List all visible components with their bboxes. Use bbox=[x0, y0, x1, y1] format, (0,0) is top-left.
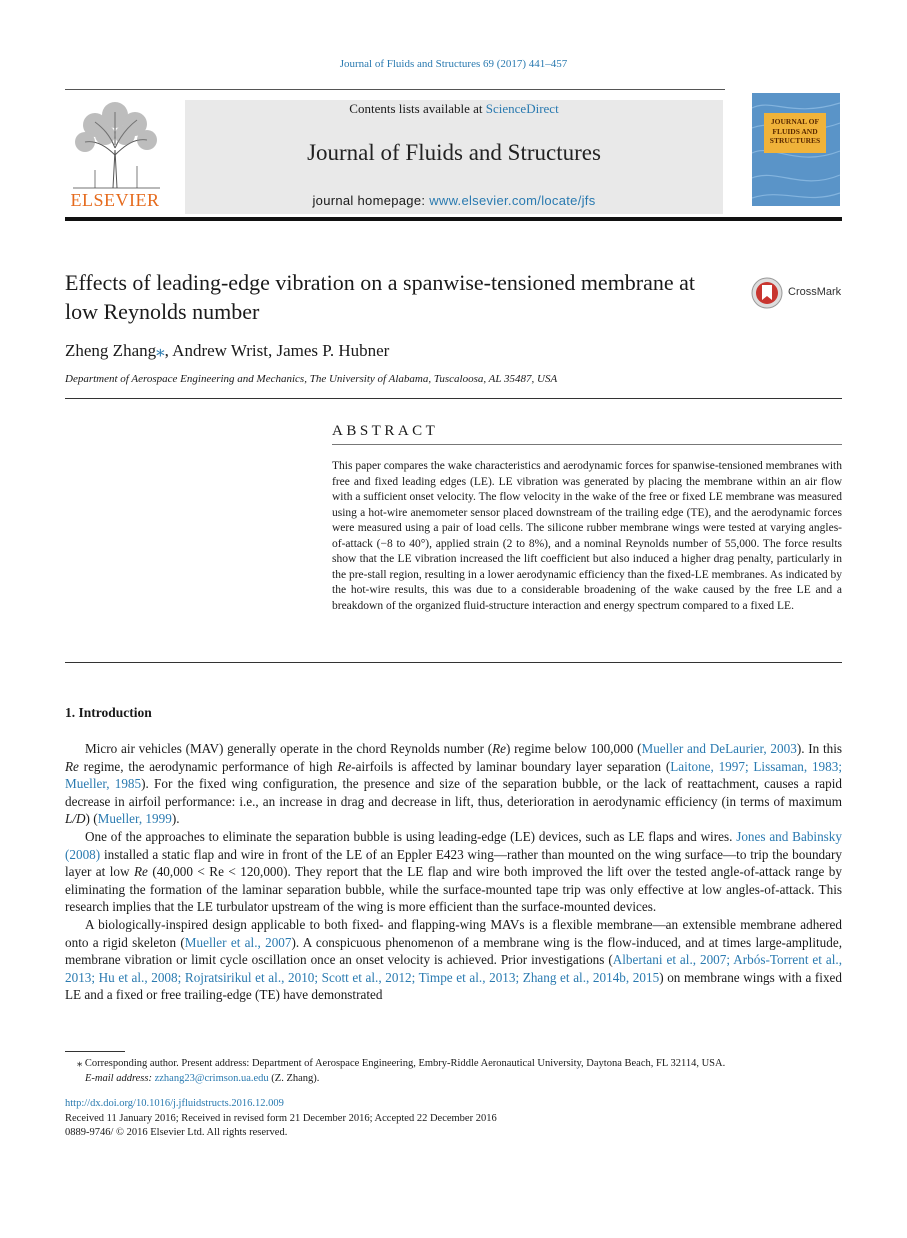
affiliation: Department of Aerospace Engineering and Mechanics, The University of Alabama, Tuscaloosa, AL 35487, USA bbox=[65, 373, 558, 385]
corresponding-author-mark[interactable]: ⁎ bbox=[156, 341, 165, 360]
homepage-link[interactable]: www.elsevier.com/locate/jfs bbox=[429, 193, 596, 208]
citation-link[interactable]: Mueller et al., 2007 bbox=[184, 934, 292, 950]
citation-link[interactable]: Jones and Babinsky (2008) bbox=[65, 828, 842, 862]
cover-title: JOURNAL OF FLUIDS AND STRUCTURES bbox=[769, 117, 821, 145]
introduction-body bbox=[65, 740, 842, 1004]
elsevier-wordmark: ELSEVIER bbox=[70, 190, 160, 210]
article-footer bbox=[65, 1097, 842, 1141]
journal-title: Journal of Fluids and Structures bbox=[307, 140, 601, 165]
contents-prefix: Contents lists available at bbox=[349, 101, 486, 116]
author-list bbox=[65, 341, 389, 361]
paragraph-3: A biologically-inspired design applicable to both fixed- and flapping-wing MAVs is a flexible membrane—an extensible membrane adhered onto a rigid skeleton (Mueller et al., 2007). A conspicuous phenomenon of a membrane wing is the flow-induced, and at times large-amplitude, membrane vibration or limit cycle oscillation once an onset velocity is achieved. Prior investigations (Albertani et al., 2007; Arbós-Torrent et al., 2013; Hu et al., 2008; Rojratsirikul et al., 2010; Scott et al., 2012; Timpe et al., 2013; Zhang et al., 2014b, 2015) on membrane wings with a fixed LE and a fixed or free trailing-edge (TE) have demonstrated bbox=[65, 916, 843, 1003]
journal-citation-link[interactable]: Journal of Fluids and Structures 69 (2017) 441–457 bbox=[339, 58, 568, 70]
authors-rest: , Andrew Wrist, James P. Hubner bbox=[164, 341, 390, 360]
sciencedirect-link[interactable]: ScienceDirect bbox=[485, 101, 559, 116]
journal-cover-thumbnail[interactable] bbox=[752, 93, 840, 206]
crossmark-icon bbox=[750, 276, 784, 310]
crossmark-label: CrossMark bbox=[788, 286, 842, 298]
journal-homepage-line bbox=[185, 193, 723, 208]
paragraph-1: Micro air vehicles (MAV) generally operate in the chord Reynolds number (Re) regime below 100,000 (Mueller and DeLaurier, 2003). In this Re regime, the aerodynamic performance of high Re-airfoils is affected by laminar boundary layer separation (Laitone, 1997; Lissaman, 1983; Mueller, 1985). For the fixed wing configuration, the presence and size of the separation bubble, or the lack of reattachment, causes a rapid decrease in airfoil performance: i.e., an increase in drag and decrease in lift, thus, deterioration in aerodynamic efficiency (in terms of maximum L/D) (Mueller, 1999). bbox=[65, 741, 843, 827]
footnote: ⁎ Corresponding author. Present address: Department of Aerospace Engineering, Embry-Riddle Aeronautical University, Daytona Beach, FL 32114, USA. E-mail address: zzhang23@crimson.ua.edu (Z. Zhang). bbox=[77, 1058, 726, 1084]
homepage-prefix: journal homepage: bbox=[312, 193, 430, 208]
header-top-rule bbox=[65, 89, 725, 90]
citation-link[interactable]: Mueller and DeLaurier, 2003 bbox=[641, 741, 797, 756]
section-heading-introduction: 1. Introduction bbox=[65, 705, 152, 720]
email-link[interactable]: zzhang23@crimson.ua.edu bbox=[154, 1073, 269, 1084]
footnote-rule bbox=[65, 1051, 125, 1052]
abstract-text: This paper compares the wake characteristics and aerodynamic forces for spanwise-tensioned membranes with free and fixed leading edges (LE). LE vibration was generated by placing the membrane within an air flow with a sufficient onset velocity. The flow velocity in the wake of the free or fixed LE membrane was measured using a hot-wire anemometer sensor placed downstream of the trailing edge (TE), and the aerodynamic forces were measured using a pair of load cells. The silicone rubber membrane wings were tested at varying angles-of-attack (−8 to 40°), applied strain (2 to 8%), and a nominal Reynolds number of 55,000. The force results show that the LE vibration increased the lift coefficient but also induced a higher drag penalty, particularly in the pre-stall region, resulting in a lower aerodynamic efficiency than the fixed-LE membranes. As indicated by the hot-wire results, this was due to a considerable broadening of the wake caused by the free LE and a breakdown of the organized fluid-structure interaction and energy spectrum compared to a fixed LE. bbox=[332, 460, 842, 612]
divider-below-abstract bbox=[65, 662, 842, 663]
citation-link[interactable]: Mueller, 1999 bbox=[97, 811, 172, 827]
contents-line bbox=[185, 101, 723, 117]
abstract-heading: ABSTRACT bbox=[332, 423, 439, 439]
citation-link[interactable]: Laitone, 1997; Lissaman, 1983; Mueller, 1985 bbox=[65, 758, 842, 792]
author-zheng-zhang: Zheng Zhang bbox=[65, 341, 157, 360]
copyright-line: 0889-9746/ © 2016 Elsevier Ltd. All rights reserved. bbox=[65, 1127, 288, 1138]
received-dates: Received 11 January 2016; Received in revised form 21 December 2016; Accepted 22 December 2016 bbox=[65, 1112, 497, 1124]
citation-link[interactable]: Albertani et al., 2007; Arbós-Torrent et al., 2013; Hu et al., 2008; Rojratsirikul et al., 2010; Scott et al., 2012; Timpe et al., 2013; Zhang et al., 2014b, 2015 bbox=[65, 952, 842, 985]
crossmark-badge[interactable] bbox=[750, 276, 850, 310]
doi-link[interactable]: http://dx.doi.org/10.1016/j.jfluidstructs.2016.12.009 bbox=[65, 1098, 284, 1109]
divider-above-abstract bbox=[65, 398, 842, 399]
paragraph-2: One of the approaches to eliminate the separation bubble is using leading-edge (LE) devices, such as LE flaps and wires. Jones and Babinsky (2008) installed a static flap and wire in front of the LE of an Eppler E423 wing—rather than mounted on the wing surface—to trip the boundary layer at low Re (40,000 < Re < 120,000). They report that the LE flap and wire both improved the lift over the tested angle-of-attack range by eliminating the formation of the laminar separation bubble, while the surface-mounted tape trip was only effective at low angles-of-attack. This research implies that the LE turbulator upstream of the wing is more efficient than the surface-mounted devices. bbox=[65, 828, 842, 915]
header-bottom-rule bbox=[65, 217, 842, 221]
abstract-heading-rule bbox=[332, 444, 842, 445]
article-title: Effects of leading-edge vibration on a spanwise-tensioned membrane at low Reynolds number bbox=[65, 270, 696, 324]
